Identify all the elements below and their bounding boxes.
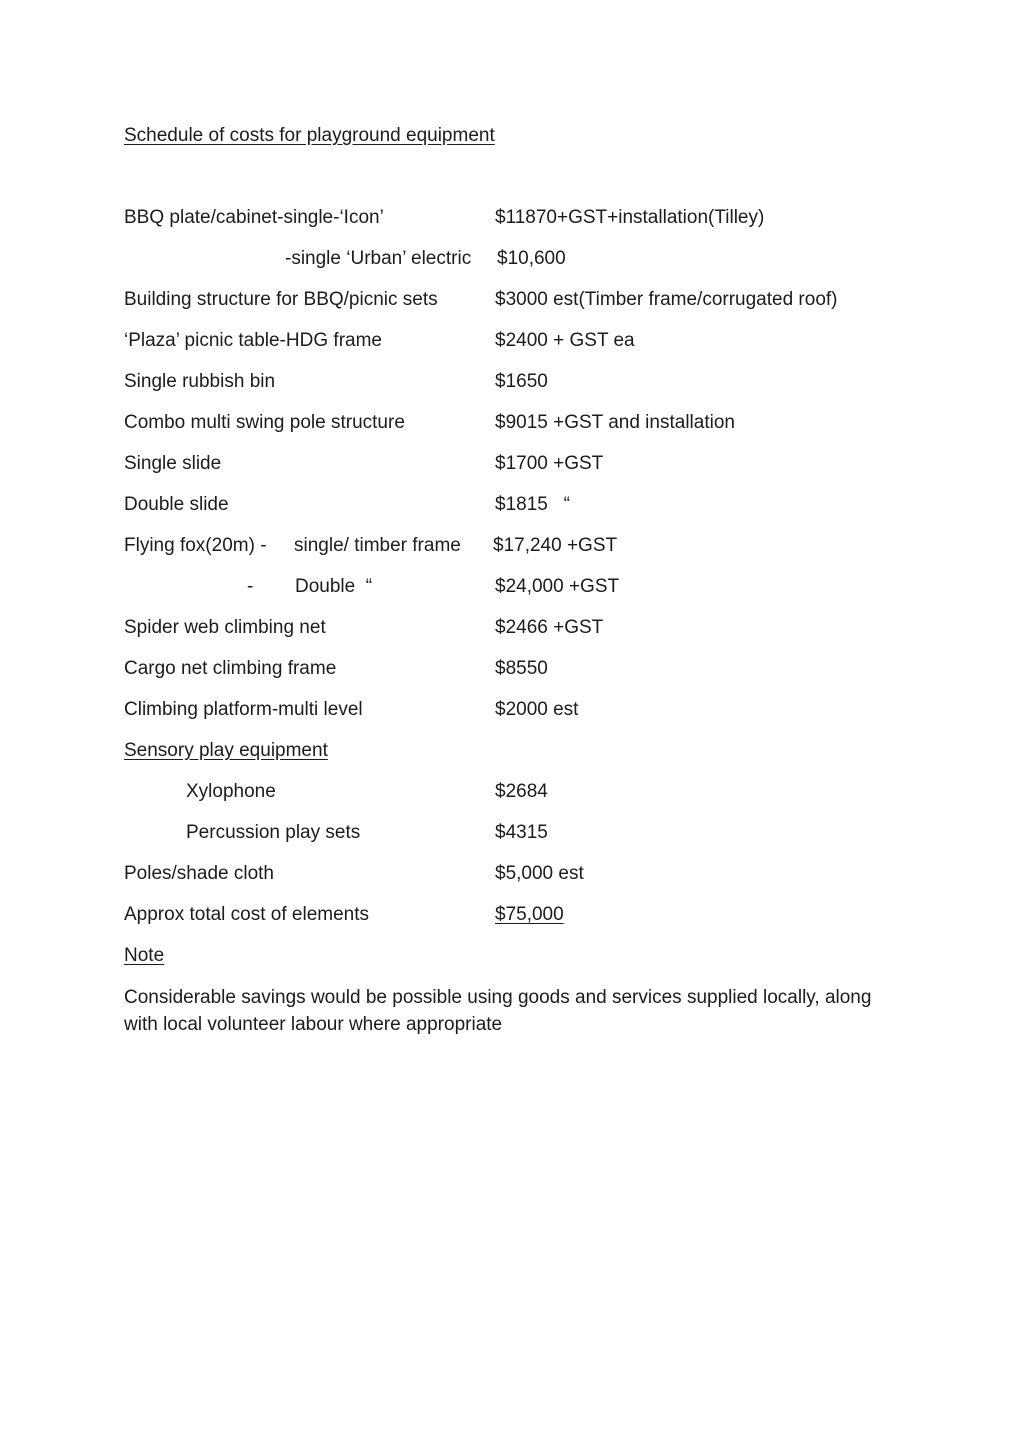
item-cost: $1650 [495, 371, 548, 392]
item-label: Xylophone [186, 781, 276, 802]
document-title: Schedule of costs for playground equipment [124, 125, 495, 146]
item-cost: $5,000 est [495, 863, 584, 884]
item-label: - [247, 576, 254, 597]
item-label: Flying fox(20m) - [124, 535, 267, 556]
item-label: Percussion play sets [186, 822, 361, 843]
item-sublabel: Double “ [295, 576, 373, 597]
cost-row-cargo-net [0, 657, 1024, 681]
cost-row-building-structure [0, 288, 1024, 312]
item-label: Climbing platform-multi level [124, 699, 363, 720]
cost-row-single-slide [0, 452, 1024, 476]
note-text: Considerable savings would be possible using goods and services supplied locally, along with local volunteer labour where appropriate [124, 987, 872, 1035]
item-label: BBQ plate/cabinet-single-‘Icon’ [124, 207, 384, 228]
note-heading: Note [124, 945, 165, 966]
item-cost: $1815 “ [495, 494, 570, 515]
item-label: ‘Plaza’ picnic table-HDG frame [124, 330, 382, 351]
section-heading-sensory-play [0, 739, 1024, 763]
cost-row-flying-fox-single [0, 534, 1024, 558]
item-sublabel: single/ timber frame [294, 535, 461, 556]
item-cost: $2684 [495, 781, 548, 802]
cost-row-total [0, 903, 1024, 927]
cost-row-swing-pole [0, 411, 1024, 435]
item-label: Poles/shade cloth [124, 863, 274, 884]
item-label: Single rubbish bin [124, 371, 276, 392]
item-label: Combo multi swing pole structure [124, 412, 405, 433]
item-cost: $2466 +GST [495, 617, 604, 638]
item-label: Single slide [124, 453, 222, 474]
cost-row-rubbish-bin [0, 370, 1024, 394]
item-cost: $2400 + GST ea [495, 330, 635, 351]
item-cost: $11870+GST+installation(Tilley) [495, 207, 765, 228]
item-cost: $2000 est [495, 699, 579, 720]
section-heading: Sensory play equipment [124, 740, 328, 761]
cost-row-xylophone [0, 780, 1024, 804]
item-cost: $3000 est(Timber frame/corrugated roof) [495, 289, 838, 310]
cost-row-double-slide [0, 493, 1024, 517]
cost-row-shade-cloth [0, 862, 1024, 886]
item-cost: $9015 +GST and installation [495, 412, 735, 433]
item-label: Cargo net climbing frame [124, 658, 337, 679]
item-cost: $8550 [495, 658, 548, 679]
item-cost: $1700 +GST [495, 453, 604, 474]
cost-row-bbq-icon [0, 206, 1024, 230]
cost-row-picnic-table [0, 329, 1024, 353]
item-cost: $10,600 [497, 248, 566, 269]
item-cost: $4315 [495, 822, 548, 843]
item-label: Spider web climbing net [124, 617, 326, 638]
cost-row-climbing-platform [0, 698, 1024, 722]
item-label: -single ‘Urban’ electric [285, 248, 472, 269]
note-heading-row [0, 944, 1024, 968]
cost-row-spider-web-net [0, 616, 1024, 640]
total-label: Approx total cost of elements [124, 904, 370, 925]
item-cost: $17,240 +GST [493, 535, 618, 556]
item-label: Double slide [124, 494, 229, 515]
total-cost: $75,000 [495, 904, 564, 925]
cost-row-bbq-urban [0, 247, 1024, 271]
cost-row-percussion [0, 821, 1024, 845]
item-label: Building structure for BBQ/picnic sets [124, 289, 438, 310]
item-cost: $24,000 +GST [495, 576, 620, 597]
cost-row-flying-fox-double [0, 575, 1024, 599]
